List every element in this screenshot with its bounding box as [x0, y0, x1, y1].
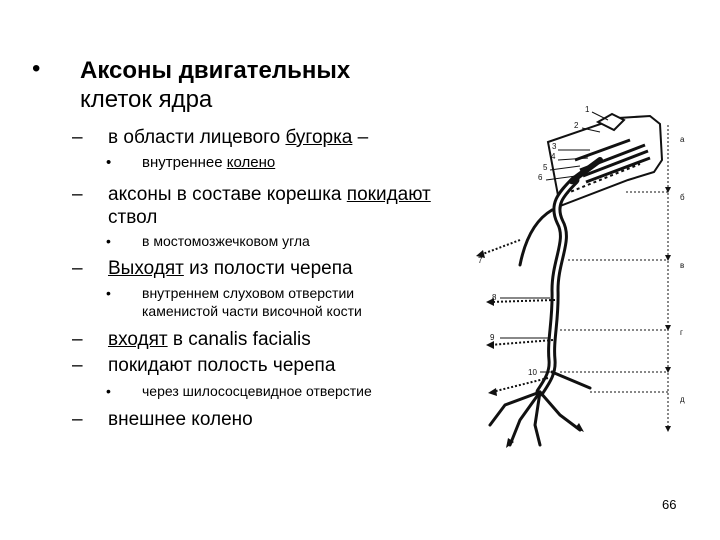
item-5-text: покидают полость черепа	[108, 355, 336, 376]
label-b: б	[680, 193, 685, 202]
slide-title-line2: клеток ядра	[80, 86, 213, 113]
item-2-line2: ствол	[108, 207, 158, 228]
dash-2: –	[72, 184, 83, 205]
item-2-part-a: аксоны в составе корешка	[108, 184, 347, 205]
item-2-part-b: покидают	[346, 184, 431, 205]
label-9: 9	[490, 333, 495, 342]
label-7: 7	[478, 256, 483, 265]
sub-bullet-1: •	[106, 154, 112, 171]
sub-bullet-2: •	[106, 233, 111, 249]
label-5: 5	[543, 163, 548, 172]
sub-2-text: в мостомозжечковом угла	[142, 233, 310, 249]
label-a: а	[680, 135, 685, 144]
sub-5-text: через шилососцевидное отверстие	[142, 383, 372, 399]
label-g: г	[680, 328, 683, 337]
dash-4: –	[72, 329, 83, 350]
item-4-part-b: в canalis facialis	[167, 329, 311, 350]
nerve-branches	[490, 372, 590, 445]
page-number: 66	[662, 497, 677, 512]
dash-1: –	[72, 127, 83, 148]
sub-bullet-5: •	[106, 383, 111, 399]
sub-1-part-a: внутреннее	[142, 154, 227, 171]
dash-3: –	[72, 258, 83, 279]
item-6-text: внешнее колено	[108, 409, 253, 430]
side-branches	[480, 240, 555, 392]
item-4-part-a: входят	[108, 329, 168, 350]
sub-bullet-3: •	[106, 285, 111, 301]
item-3-part-a: Выходят	[108, 258, 184, 279]
title-bullet: •	[32, 55, 41, 82]
label-d: д	[680, 395, 685, 404]
slide-title-line1: Аксоны двигательных	[80, 57, 351, 84]
item-1-part-a: в области лицевого	[108, 127, 286, 148]
label-8: 8	[492, 293, 497, 302]
item-3-part-b: из полости черепа	[183, 258, 353, 279]
label-v: в	[680, 261, 685, 270]
label-6: 6	[538, 173, 543, 182]
dash-5: –	[72, 355, 83, 376]
label-4: 4	[551, 152, 556, 161]
dash-6: –	[72, 409, 83, 430]
label-1: 1	[585, 105, 590, 114]
sub-3-line1: внутреннем слуховом отверстии	[142, 285, 355, 301]
sub-3-line2: каменистой части височной кости	[142, 303, 362, 319]
sub-1-part-b: колено	[226, 154, 276, 171]
item-1-part-c: –	[352, 127, 369, 148]
item-1-part-b: бугорка	[285, 127, 353, 148]
label-10: 10	[528, 368, 537, 377]
label-3: 3	[552, 142, 557, 151]
arrow-heads	[476, 250, 584, 448]
label-2: 2	[574, 121, 579, 130]
